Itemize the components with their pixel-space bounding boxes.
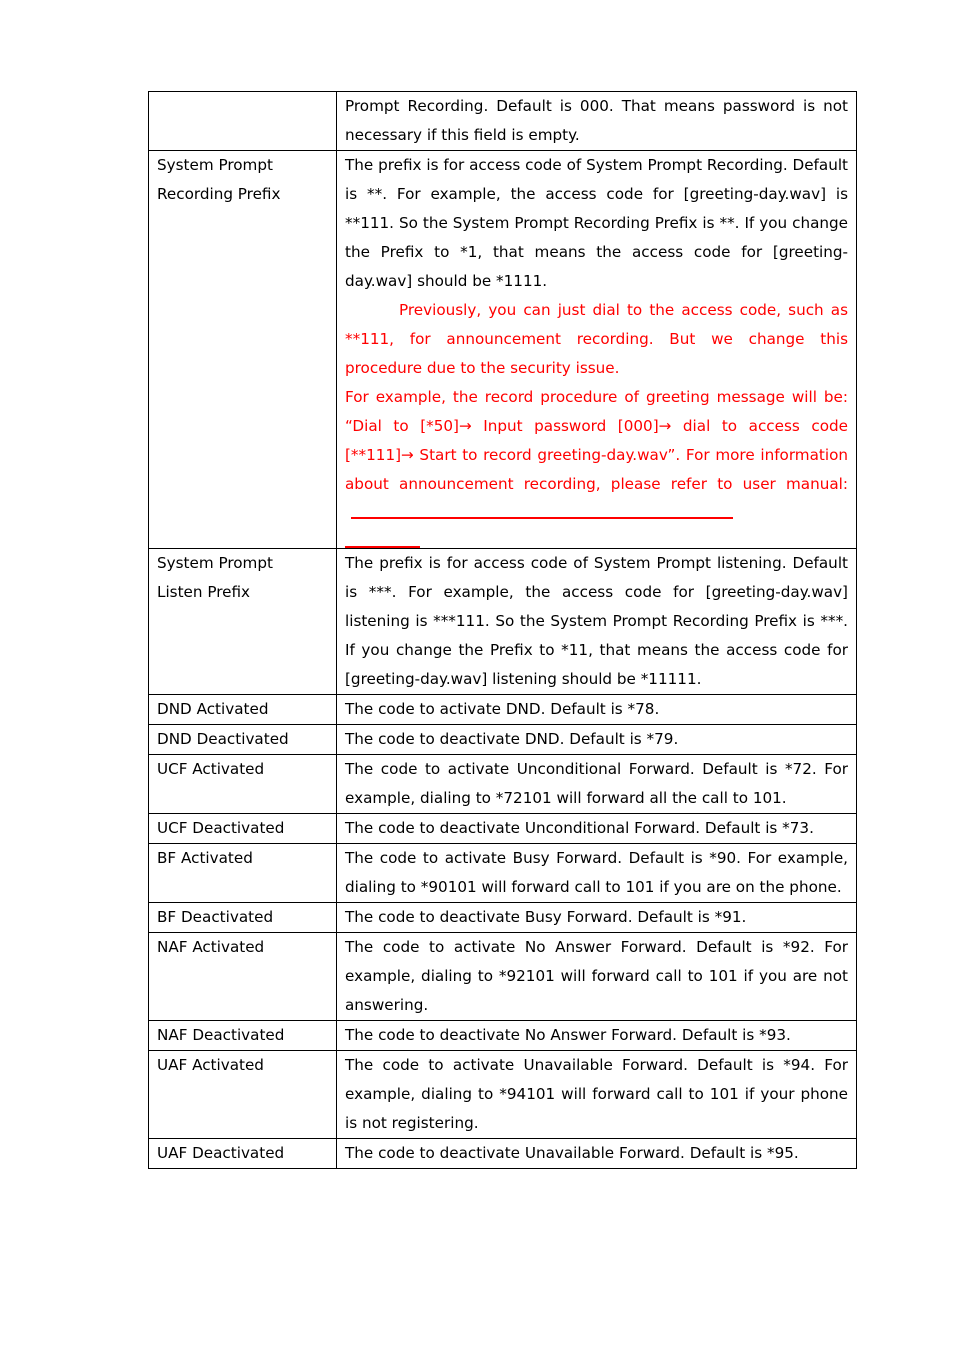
setting-description-cell: The code to activate Busy Forward. Default is *90. For example, dialing to *90101 will forward call to 101 if you are on the phone. <box>337 844 857 903</box>
setting-name-cell: UCF Deactivated <box>149 814 337 844</box>
manual-reference-underline <box>351 499 733 519</box>
setting-description-cell: Prompt Recording. Default is 000. That means password is not necessary if this field is empty. <box>337 92 857 151</box>
setting-description-cell: The code to deactivate Unavailable Forward. Default is *95. <box>337 1139 857 1169</box>
setting-description-cell: The code to deactivate DND. Default is *79. <box>337 725 857 755</box>
setting-description-cell: The code to activate Unavailable Forward. Default is *94. For example, dialing to *94101 will forward call to 101 if your phone is not registering. <box>337 1051 857 1139</box>
setting-description-cell <box>337 151 857 549</box>
setting-name-cell: BF Deactivated <box>149 903 337 933</box>
table-row <box>149 92 857 151</box>
setting-name-cell: DND Activated <box>149 695 337 725</box>
setting-description-cell: The code to deactivate Unconditional Forward. Default is *73. <box>337 814 857 844</box>
setting-description-cell: The code to activate Unconditional Forward. Default is *72. For example, dialing to *72101 will forward all the call to 101. <box>337 755 857 814</box>
table-row <box>149 755 857 814</box>
setting-name-cell: UAF Deactivated <box>149 1139 337 1169</box>
table-row <box>149 814 857 844</box>
setting-name-line: Recording Prefix <box>157 185 281 203</box>
table-row <box>149 549 857 695</box>
description-text: The prefix is for access code of System Prompt Recording. Default is **. For example, the access code for [greeting-day.wav] is **111. So the System Prompt Recording Prefix is **. If you change the Prefix to *1, that means the access code for [greeting-day.wav] should be *1111. <box>345 156 848 290</box>
setting-description-cell: The code to activate No Answer Forward. Default is *92. For example, dialing to *92101 will forward call to 101 if you are not answering. <box>337 933 857 1021</box>
setting-name-line: Listen Prefix <box>157 583 251 601</box>
setting-name-cell: UAF Activated <box>149 1051 337 1139</box>
setting-name-cell: UCF Activated <box>149 755 337 814</box>
table-row <box>149 151 857 549</box>
setting-description-cell: The prefix is for access code of System Prompt listening. Default is ***. For example, the access code for [greeting-day.wav] listening is ***111. So the System Prompt Recording Prefix is ***. If you change the Prefix to *11, that means the access code for [greeting-day.wav] listening should be *11111. <box>337 549 857 695</box>
table-row <box>149 933 857 1021</box>
setting-name-cell <box>149 151 337 549</box>
setting-description-cell: The code to deactivate Busy Forward. Default is *91. <box>337 903 857 933</box>
table-row <box>149 1021 857 1051</box>
setting-description-cell: The code to activate DND. Default is *78. <box>337 695 857 725</box>
setting-name-line: System Prompt <box>157 554 273 572</box>
setting-name-line: System Prompt <box>157 156 273 174</box>
feature-code-table <box>148 91 857 1169</box>
manual-reference-underline-continued <box>345 529 420 548</box>
setting-name-cell: BF Activated <box>149 844 337 903</box>
setting-name-cell: NAF Activated <box>149 933 337 1021</box>
setting-description-cell: The code to deactivate No Answer Forward. Default is *93. <box>337 1021 857 1051</box>
setting-name-cell: DND Deactivated <box>149 725 337 755</box>
setting-name-cell: NAF Deactivated <box>149 1021 337 1051</box>
setting-name-cell <box>149 92 337 151</box>
security-note: Previously, you can just dial to the access code, such as **111, for announcement recording. But we change this procedure due to the security issue. <box>345 301 848 377</box>
table-row <box>149 725 857 755</box>
table-row <box>149 695 857 725</box>
table-row <box>149 903 857 933</box>
table-row <box>149 844 857 903</box>
record-procedure-text: For example, the record procedure of greeting message will be: “Dial to [*50]→ Input password [000]→ dial to access code [**111]→ Start to record greeting-day.wav”. For more information about announcement recording, please refer to user manual: <box>345 388 848 493</box>
table-row <box>149 1051 857 1139</box>
setting-name-cell <box>149 549 337 695</box>
record-procedure-note <box>345 383 848 529</box>
table-row <box>149 1139 857 1169</box>
